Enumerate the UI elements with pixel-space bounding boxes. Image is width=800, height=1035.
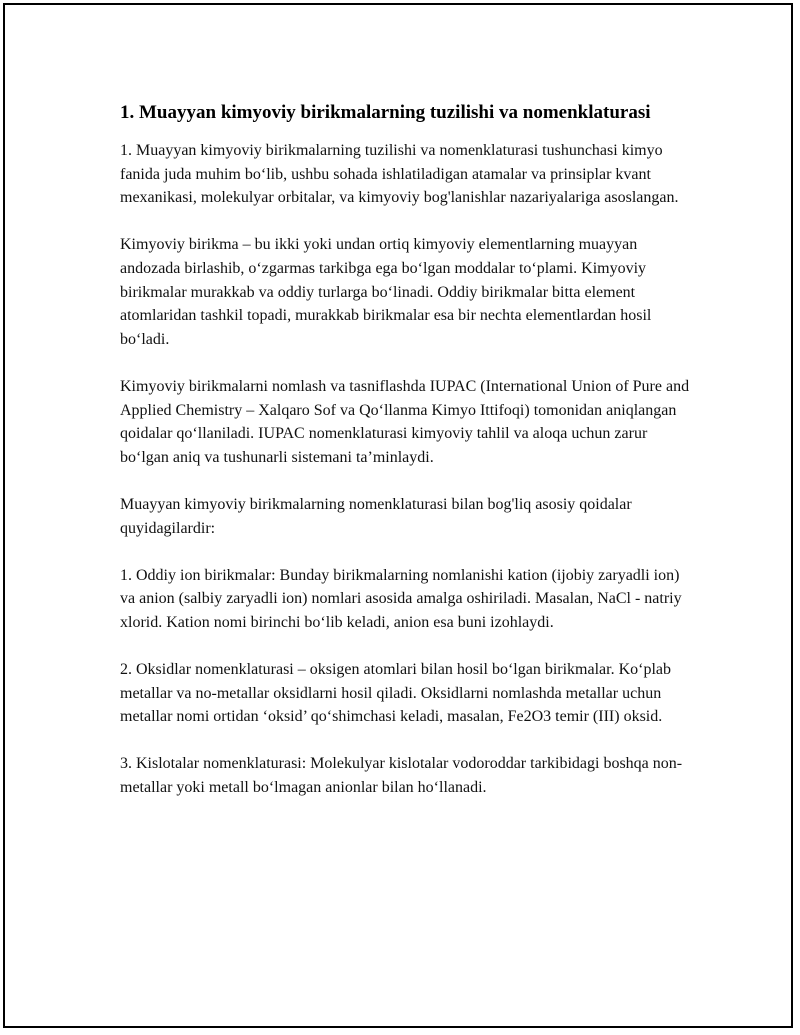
paragraph-iupac: Kimyoviy birikmalarni nomlash va tasniflashda IUPAC (International Union of Pure and Applied Chemistry – Xalqaro Sof va Qo‘llanma Kimyo Ittifoqi) tomonidan aniqlangan qoidalar qo‘llaniladi. IUPAC nomenklaturasi kimyoviy tahlil va aloqa uchun zarur bo‘lgan aniq va tushunarli sistemani ta’minlaydi. — [120, 377, 690, 466]
paragraph-intro: 1. Muayyan kimyoviy birikmalarning tuzilishi va nomenklaturasi tushunchasi kimyo fanida juda muhim bo‘lib, ushbu sohada ishlatiladigan atamalar va prinsiplar kvant mexanikasi, molekulyar orbitalar, va kimyoviy bog'lanishlar nazariyalariga asoslangan. — [120, 142, 679, 207]
paragraph-rule-ionic: 1. Oddiy ion birikmalar: Bunday birikmalarning nomlanishi kation (ijobiy zaryadli ion) va anion (salbiy zaryadli ion) nomlari asosida amalga oshiriladi. Masalan, NaCl - natriy xlorid. Kation nomi birinchi bo‘lib keladi, anion esa buni izohlaydi. — [120, 566, 682, 631]
paragraph-rule-oxides: 2. Oksidlar nomenklaturasi – oksigen atomlari bilan hosil bo‘lgan birikmalar. Ko‘plab metallar va no-metallar oksidlarni hosil qiladi. Oksidlarni nomlashda metallar uchun metallar nomi ortidan ‘oksid’ qo‘shimchasi keladi, masalan, Fe2O3 temir (III) oksid. — [120, 661, 671, 726]
document-title: 1. Muayyan kimyoviy birikmalarning tuzilishi va nomenklaturasi — [120, 102, 651, 123]
document-body — [120, 98, 692, 800]
document-page — [3, 3, 793, 1028]
paragraph-definition: Kimyoviy birikma – bu ikki yoki undan ortiq kimyoviy elementlarning muayyan andozada birlashib, o‘zgarmas tarkibga ega bo‘lgan moddalar to‘plami. Kimyoviy birikmalar murakkab va oddiy turlarga bo‘linadi. Oddiy birikmalar bitta element atomlaridan tashkil topadi, murakkab birikmalar esa bir nechta elementlardan hosil bo‘ladi. — [120, 236, 652, 348]
paragraph-rules-intro: Muayyan kimyoviy birikmalarning nomenklaturasi bilan bog'liq asosiy qoidalar quyidagilardir: — [120, 495, 632, 537]
paragraph-rule-acids: 3. Kislotalar nomenklaturasi: Molekulyar kislotalar vodoroddar tarkibidagi boshqa non-metallar yoki metall bo‘lmagan anionlar bilan ho‘llanadi. — [120, 755, 683, 797]
